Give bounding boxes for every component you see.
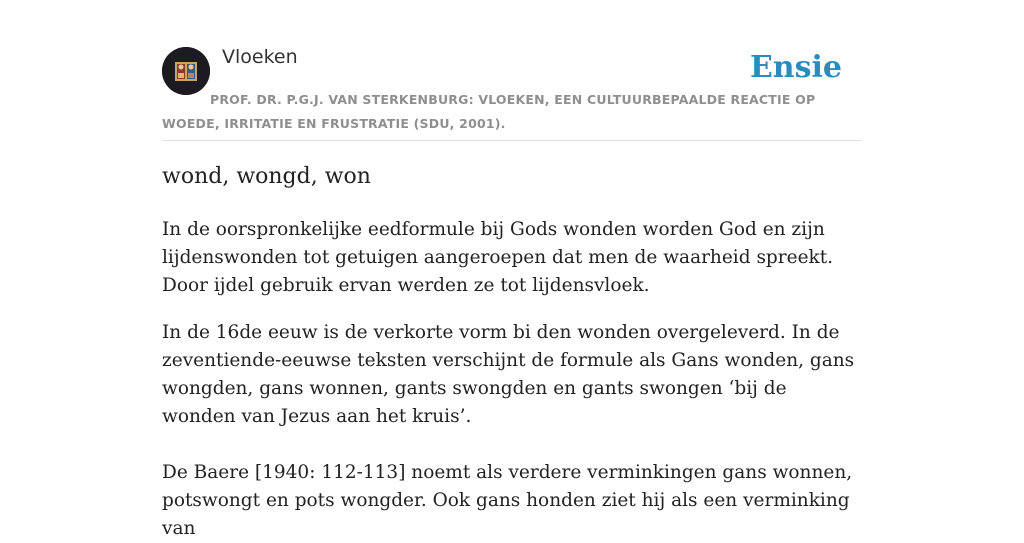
entry-title: wond, wongd, won [162,164,371,189]
entry-paragraph-2: In de 16de eeuw is de verkorte vorm bi den wonden overgeleverd. In de zeventiende-eeuwse teksten verschijnt de formule als Gans wonden, gans wongden, gans wonnen, gants swongden en gants swongen ‘bij de wonden van Jezus aan het kruis’. [162,322,855,427]
entry-page [162,0,862,539]
source-citation: PROF. DR. P.G.J. VAN STERKENBURG: VLOEKEN, EEN CULTUURBEPAALDE REACTIE OP WOEDE, IRRITATIE EN FRUSTRATIE (SDU, 2001). [162,92,816,131]
entry-paragraph-1: In de oorspronkelijke eedformule bij Gods wonden worden God en zijn lijdenswonden tot getuigen aangeroepen dat men de waarheid spreekt. Door ijdel gebruik ervan werden ze tot lijdensvloek. [162,219,834,296]
collection-header [162,0,862,141]
collection-title-link[interactable]: Vloeken [222,46,298,68]
entry-paragraph-3: De Baere [1940: 112-113] noemt als verdere verminkingen gans wonnen, potswongt en pots wongder. Ook gans honden ziet hij als een verminking van [162,462,853,539]
brand-logo-link[interactable]: Ensie [749,50,842,85]
